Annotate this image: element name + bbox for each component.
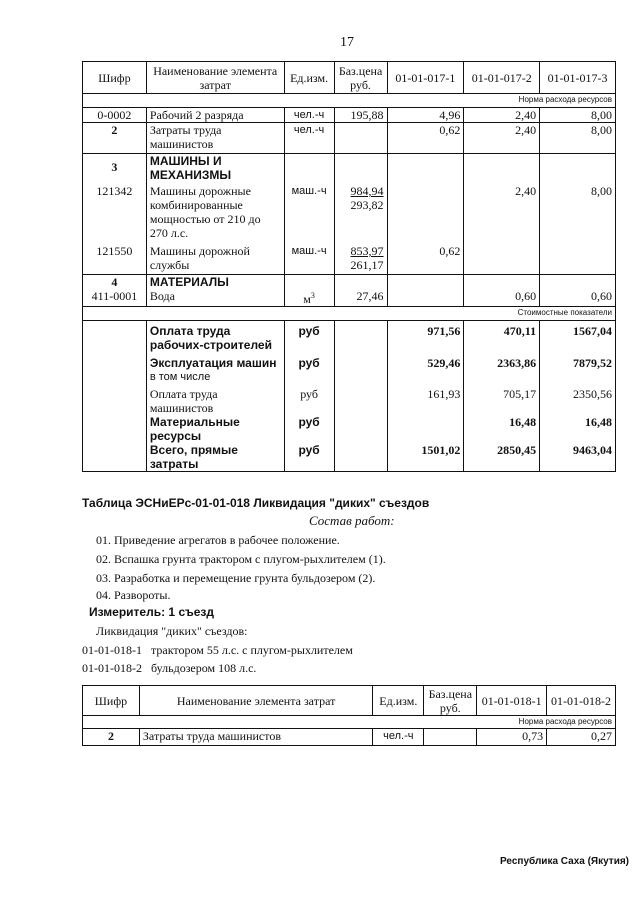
cost-indicators-row	[83, 307, 616, 321]
cost-value-2: 705,17	[464, 387, 540, 415]
row-name: Затраты труда машинистов	[139, 729, 372, 746]
row-value-1: 4,96	[387, 108, 464, 123]
header-price: Баз.цена руб.	[334, 62, 387, 94]
cost-unit: руб	[284, 415, 334, 443]
cost-name: Оплата труда рабочих-строителей	[146, 321, 284, 355]
row-value-2: 0,27	[547, 729, 616, 746]
norm-label: Норма расхода ресурсов	[83, 94, 616, 108]
header-col2: 01-01-018-2	[547, 686, 616, 716]
row-code: 4	[83, 275, 147, 290]
row-value-1	[387, 184, 464, 244]
row-price: 853,97 261,17	[334, 244, 387, 275]
section-title: Таблица ЭСНиЕРс-01-01-018 Ликвидация "диких" съездов	[82, 496, 430, 510]
section-heading-machines: МАШИНЫ И МЕХАНИЗМЫ	[146, 154, 284, 185]
row-code: 3	[83, 154, 147, 185]
row-value-3: 0,60	[540, 289, 616, 307]
cost-value-3: 7879,52	[540, 354, 616, 370]
cost-value-2: 2850,45	[464, 443, 540, 472]
row-code: 411-0001	[83, 289, 147, 307]
row-value-1	[387, 289, 464, 307]
row-unit: маш.-ч	[284, 184, 334, 244]
row-value-2: 2,40	[464, 184, 540, 244]
item-line: 01-01-018-1 трактором 55 л.с. с плугом-рыхлителем	[82, 643, 353, 657]
table-header-row	[83, 62, 616, 94]
work-item: 02. Вспашка грунта трактором с плугом-рыхлителем (1).	[96, 552, 386, 566]
footer-region: Республика Саха (Якутия)	[500, 856, 630, 867]
row-value-2	[464, 244, 540, 275]
norm-row	[83, 94, 616, 108]
cost-row-total	[83, 443, 616, 472]
norm-label: Норма расхода ресурсов	[83, 716, 616, 729]
row-unit: $м^3$	[284, 289, 334, 307]
cost-value-1: 971,56	[387, 321, 464, 355]
norm-row	[83, 716, 616, 729]
cost-name: Материальные ресурсы	[146, 415, 284, 443]
row-name: Рабочий 2 разряда	[146, 108, 284, 123]
resource-table-017	[82, 61, 616, 472]
row-price: 984,94 293,82	[334, 184, 387, 244]
table-row	[83, 729, 616, 746]
liquidation-label: Ликвидация "диких" съездов:	[96, 624, 248, 638]
row-price	[334, 123, 387, 154]
table-row-section	[83, 275, 616, 290]
cost-unit: руб	[284, 443, 334, 472]
header-col1: 01-01-018-1	[477, 686, 547, 716]
cost-value-3: 16,48	[540, 415, 616, 443]
row-value-1: 0,62	[387, 123, 464, 154]
cost-name: в том числе	[146, 370, 284, 387]
work-item: 04. Развороты.	[96, 588, 171, 602]
row-price: 195,88	[334, 108, 387, 123]
cost-row	[83, 415, 616, 443]
row-price: 27,46	[334, 289, 387, 307]
row-value-2: 0,60	[464, 289, 540, 307]
cost-label: Стоимостные показатели	[83, 307, 616, 321]
cost-value-3: 9463,04	[540, 443, 616, 472]
row-value-1: 0,62	[387, 244, 464, 275]
table-row	[83, 184, 616, 244]
row-name: Затраты труда машинистов	[146, 123, 284, 154]
header-col1: 01-01-017-1	[387, 62, 464, 94]
table-row	[83, 289, 616, 307]
row-value-3: 8,00	[540, 108, 616, 123]
row-name: Вода	[146, 289, 284, 307]
cost-value-1: 529,46	[387, 354, 464, 370]
work-item: 01. Приведение агрегатов в рабочее положение.	[96, 533, 340, 547]
row-value-2: 2,40	[464, 108, 540, 123]
cost-value-2: 16,48	[464, 415, 540, 443]
row-price	[424, 729, 477, 746]
section-heading-materials: МАТЕРИАЛЫ	[146, 275, 284, 290]
cost-row	[83, 370, 616, 387]
cost-name: Эксплуатация машин	[146, 354, 284, 370]
cost-value-1: 161,93	[387, 387, 464, 415]
meter-label: Измеритель: 1 съезд	[89, 605, 214, 619]
header-col2: 01-01-017-2	[464, 62, 540, 94]
table-row	[83, 244, 616, 275]
header-col3: 01-01-017-3	[540, 62, 616, 94]
row-unit: маш.-ч	[284, 244, 334, 275]
page-number: 17	[340, 35, 354, 50]
cost-row	[83, 387, 616, 415]
cost-value-3: 2350,56	[540, 387, 616, 415]
cost-value-1: 1501,02	[387, 443, 464, 472]
cost-value-3: 1567,04	[540, 321, 616, 355]
row-code: 121550	[83, 244, 147, 275]
table-header-row	[83, 686, 616, 716]
table-row	[83, 108, 616, 123]
cost-unit: руб	[284, 387, 334, 415]
cost-name: Оплата труда машинистов	[146, 387, 284, 415]
cost-value-1	[387, 415, 464, 443]
header-unit: Ед.изм.	[373, 686, 424, 716]
cost-value-2: 2363,86	[464, 354, 540, 370]
header-code: Шифр	[83, 686, 140, 716]
row-code: 2	[83, 123, 147, 154]
section-subtitle: Состав работ:	[309, 513, 395, 528]
header-unit: Ед.изм.	[284, 62, 334, 94]
row-value-3: 8,00	[540, 184, 616, 244]
cost-row	[83, 354, 616, 370]
header-name: Наименование элемента затрат	[146, 62, 284, 94]
row-name: Машины дорожной службы	[146, 244, 284, 275]
header-name: Наименование элемента затрат	[139, 686, 372, 716]
cost-value-2: 470,11	[464, 321, 540, 355]
resource-table-018	[82, 685, 616, 746]
row-unit: чел.-ч	[373, 729, 424, 746]
row-value-2: 2,40	[464, 123, 540, 154]
item-line: 01-01-018-2 бульдозером 108 л.с.	[82, 661, 257, 675]
row-value-3	[540, 244, 616, 275]
row-value-1: 0,73	[477, 729, 547, 746]
row-code: 2	[83, 729, 140, 746]
cost-unit: руб	[284, 354, 334, 370]
work-item: 03. Разработка и перемещение грунта бульдозером (2).	[96, 571, 376, 585]
row-unit: чел.-ч	[284, 123, 334, 154]
row-unit: чел.-ч	[284, 108, 334, 123]
cost-name: Всего, прямые затраты	[146, 443, 284, 472]
row-value-3: 8,00	[540, 123, 616, 154]
table-row	[83, 123, 616, 154]
table-row-section	[83, 154, 616, 185]
header-code: Шифр	[83, 62, 147, 94]
cost-unit: руб	[284, 321, 334, 355]
row-name: Машины дорожные комбинированные мощностью от 210 до 270 л.с.	[146, 184, 284, 244]
cost-row	[83, 321, 616, 355]
row-code: 0-0002	[83, 108, 147, 123]
row-code: 121342	[83, 184, 147, 244]
header-price: Баз.цена руб.	[424, 686, 477, 716]
